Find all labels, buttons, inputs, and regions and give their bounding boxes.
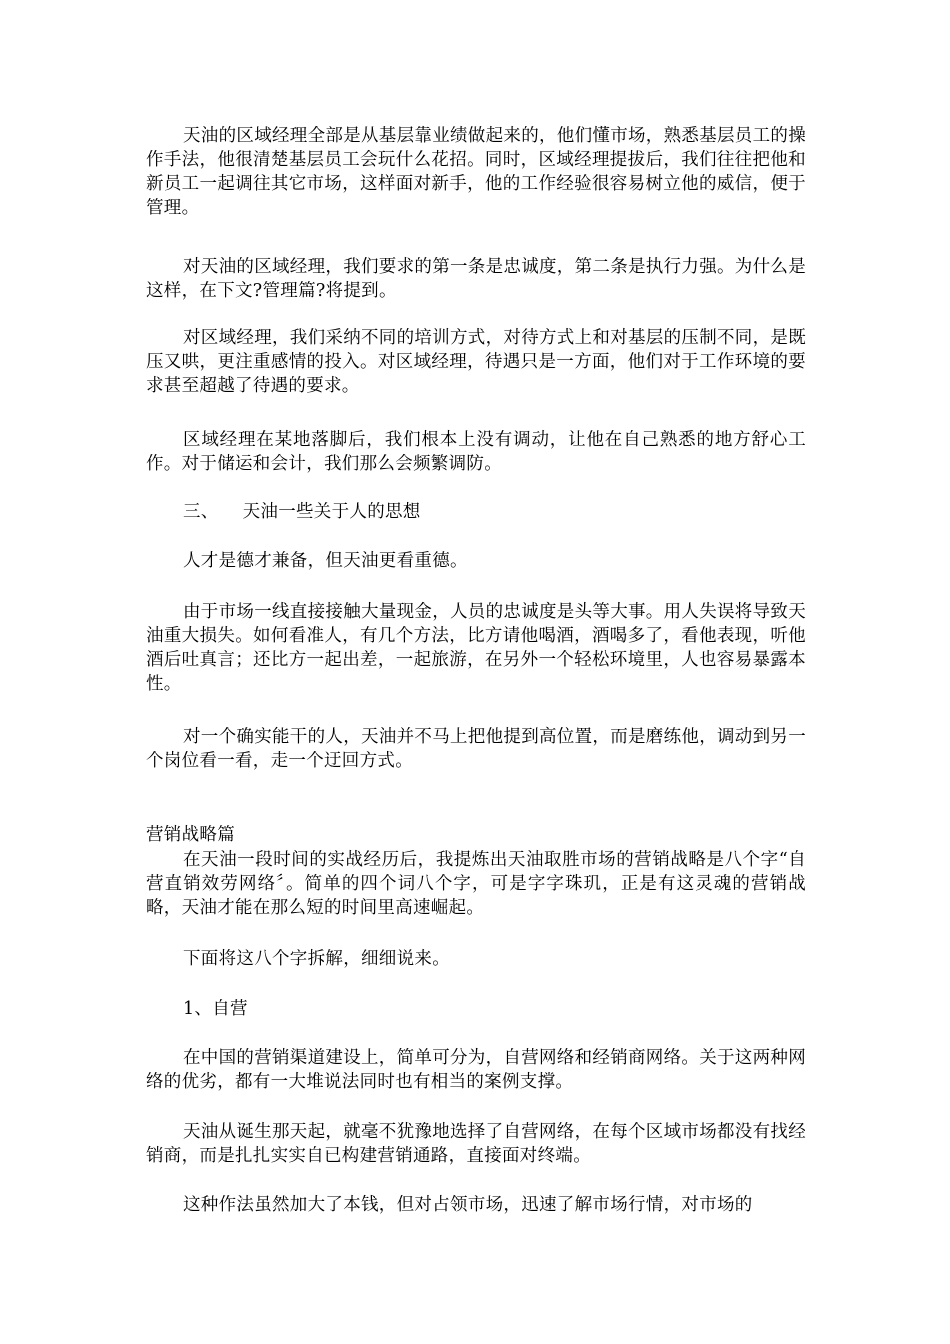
paragraph: 由于市场一线直接接触大量现金，人员的忠诚度是头等大事。用人失误将导致天油重大损失。如何看准人，有几个方法，比方请他喝酒，酒喝多了，看他表现，听他酒后吐真言；还比方一起出差，一起旅游，在另外一个轻松环境里，人也容易暴露本性。 — [146, 602, 806, 694]
paragraph: 对天油的区域经理，我们要求的第一条是忠诚度，第二条是执行力强。为什么是这样，在下文?管理篇?将提到。 — [146, 257, 806, 301]
paragraph: 对一个确实能干的人，天油并不马上把他提到高位置，而是磨练他，调动到另一个岗位看一看，走一个迂回方式。 — [146, 727, 806, 771]
paragraph: 这种作法虽然加大了本钱，但对占领市场，迅速了解市场行情，对市场的 — [183, 1195, 753, 1215]
paragraph: 下面将这八个字拆解，细细说来。 — [183, 949, 450, 969]
subsection-heading: 1、自营 — [183, 999, 248, 1019]
paragraph: 人才是德才兼备，但天油更看重德。 — [183, 551, 468, 571]
paragraph: 天油从诞生那天起，就毫不犹豫地选择了自营网络，在每个区域市场都没有找经销商，而是扎扎实实自已构建营销通路，直接面对终端。 — [146, 1122, 806, 1166]
paragraph: 区域经理在某地落脚后，我们根本上没有调动，让他在自己熟悉的地方舒心工作。对于储运和会计，我们那么会频繁调防。 — [146, 430, 806, 474]
section-number: 三、 — [183, 502, 219, 522]
section-heading — [183, 500, 421, 524]
paragraph: 在天油一段时间的实战经历后，我提炼出天油取胜市场的营销战略是八个字“自营直销效劳网络〞。简单的四个词八个字，可是字字珠玑，正是有这灵魂的营销战略，天油才能在那么短的时间里高速崛起。 — [146, 850, 806, 918]
paragraph: 天油的区域经理全部是从基层靠业绩做起来的，他们懂市场，熟悉基层员工的操作手法，他很清楚基层员工会玩什么花招。同时，区域经理提拔后，我们往往把他和新员工一起调往其它市场，这样面对新手，他的工作经验很容易树立他的威信，便于管理。 — [146, 126, 806, 218]
paragraph: 对区域经理，我们采纳不同的培训方式，对待方式上和对基层的压制不同，是既压又哄，更注重感情的投入。对区域经理，待遇只是一方面，他们对于工作环境的要求甚至超越了待遇的要求。 — [146, 328, 806, 396]
section-title: 天油一些关于人的思想 — [242, 502, 421, 522]
paragraph: 在中国的营销渠道建设上，简单可分为，自营网络和经销商网络。关于这两种网络的优劣，都有一大堆说法同时也有相当的案例支撑。 — [146, 1048, 806, 1092]
chapter-title: 营销战略篇 — [146, 825, 235, 845]
